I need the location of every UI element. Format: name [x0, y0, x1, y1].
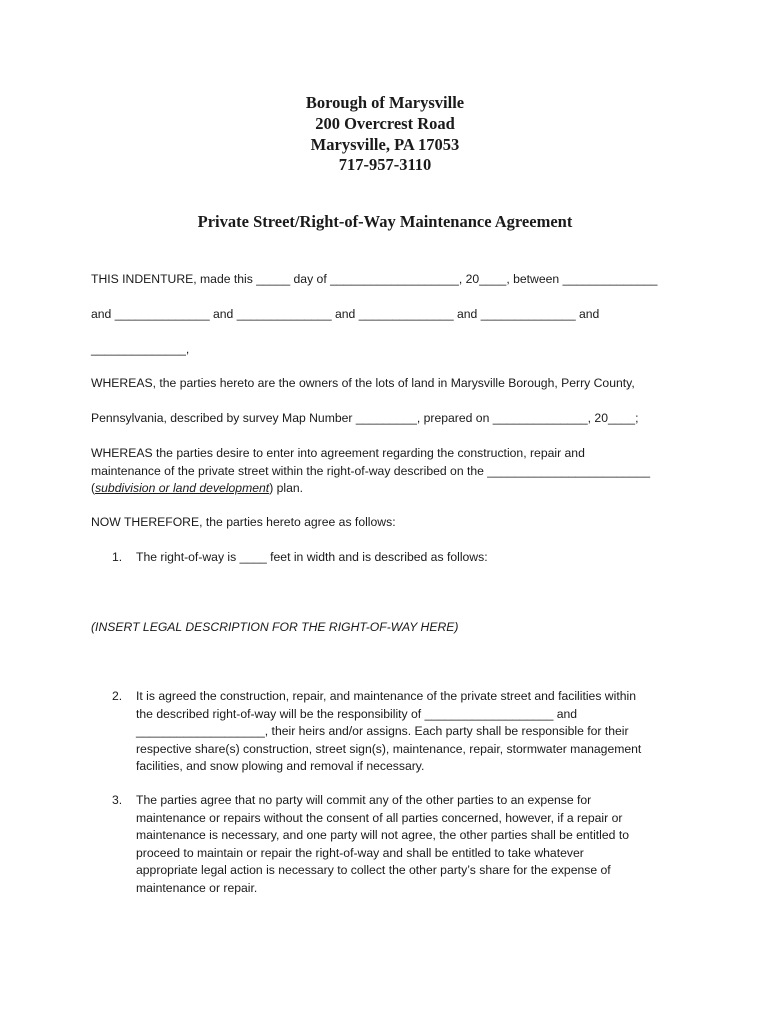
list-item-line: the described right-of-way will be the responsibility of ___________________ and [136, 706, 578, 721]
legal-description-placeholder: (INSERT LEGAL DESCRIPTION FOR THE RIGHT-OF-WAY HERE) [91, 620, 459, 634]
list-item-line: maintenance or repairs without the consent of all parties concerned, however, if a repair or [136, 810, 623, 825]
list-item-number: 1. [112, 550, 123, 564]
whereas-2-paragraph [91, 445, 691, 498]
borough-street: 200 Overcrest Road [315, 113, 455, 133]
document-title: Private Street/Right-of-Way Maintenance Agreement [197, 212, 573, 231]
whereas-1-line-2: Pennsylvania, described by survey Map Number _________, prepared on ______________, 20____; [91, 411, 639, 425]
list-item-body [136, 688, 696, 776]
list-item-line: respective share(s) construction, street sign(s), maintenance, repair, stormwater management [136, 741, 642, 756]
list-item-line: The parties agree that no party will commit any of the other parties to an expense for [136, 793, 592, 807]
list-item-line: ___________________, their heirs and/or assigns. Each party shall be responsible for their [136, 724, 629, 738]
list-item-line: appropriate legal action is necessary to collect the other party’s share for the expense of [136, 863, 611, 877]
whereas-2-line-3 [91, 480, 691, 498]
paren-close: ) plan. [269, 481, 304, 495]
list-item-line: It is agreed the construction, repair, and maintenance of the private street and facilities within [136, 689, 636, 703]
indenture-line-1: THIS INDENTURE, made this _____ day of ___________________, 20____, between ______________ [91, 272, 658, 286]
list-item-line: facilities, and snow plowing and removal if necessary. [136, 759, 425, 773]
whereas-1-line-1: WHEREAS, the parties hereto are the owners of the lots of land in Marysville Borough, Perry County, [91, 376, 635, 390]
list-item-body [136, 792, 696, 897]
borough-phone: 717-957-3110 [338, 155, 432, 175]
list-item-line: maintenance is necessary, and one party will not agree, the other parties shall be entitled to [136, 828, 629, 842]
indenture-line-2: and ______________ and ______________ and ______________ and ______________ and [91, 307, 600, 321]
list-item-line: proceed to maintain or repair the right-of-way and shall be entitled to take whatever [136, 845, 584, 860]
borough-city: Marysville, PA 17053 [310, 134, 460, 154]
list-item-line: maintenance or repair. [136, 880, 258, 895]
borough-name: Borough of Marysville [305, 93, 465, 112]
paren-open: ( [91, 481, 96, 495]
list-item-number: 3. [112, 793, 123, 807]
letterhead [0, 93, 770, 176]
now-therefore: NOW THEREFORE, the parties hereto agree as follows: [91, 515, 396, 529]
list-item-line: The right-of-way is ____ feet in width and is described as follows: [136, 550, 488, 564]
list-item-body [136, 549, 696, 567]
list-item-number: 2. [112, 689, 123, 703]
whereas-2-line-2: maintenance of the private street within the right-of-way described on the ________________________ [91, 463, 650, 478]
plan-type-link: subdivision or land development [95, 481, 270, 495]
whereas-2-line-1: WHEREAS the parties desire to enter into agreement regarding the construction, repair and [91, 446, 585, 460]
indenture-line-3: ______________, [91, 342, 190, 356]
